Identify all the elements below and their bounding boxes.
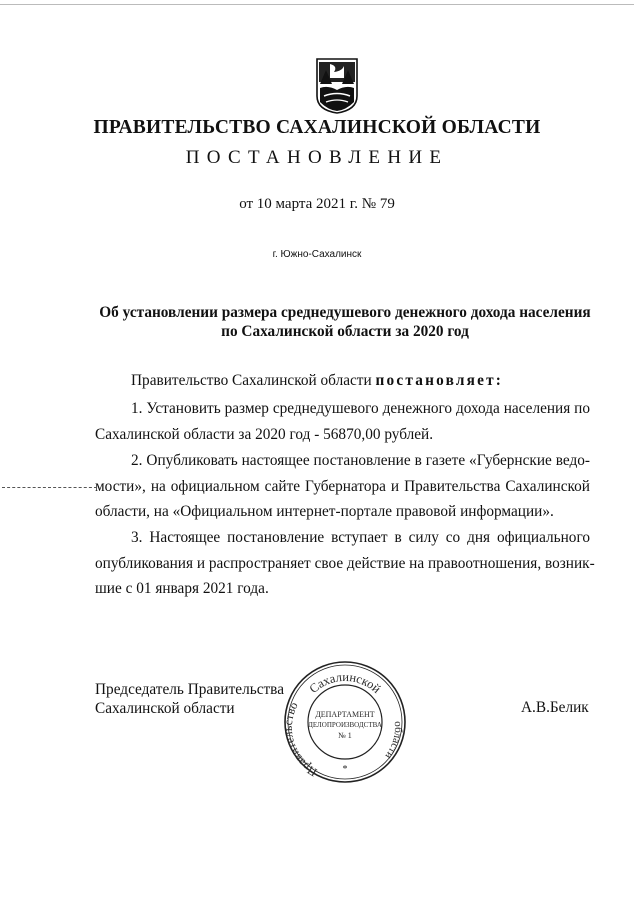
paragraph-1 [95,396,590,447]
paragraph-line: опубликования и распространяет свое действие на правоотношения, возник- [95,554,595,572]
paragraph-line: Сахалинской области за 2020 год - 56870,00 рублей. [95,425,434,443]
paragraph-3 [95,525,595,602]
paragraph-line: мости», на официальном сайте Губернатора и Правительства Сахалинской [95,477,590,495]
stamp-ring-left: Правите тво [283,699,320,780]
document-city: г. Южно-Сахалинск [272,249,362,260]
stamp-ring-top: Сахалинской [306,669,384,696]
document-subject [95,303,595,341]
stamp-star: * [342,764,348,775]
signer-position [95,681,284,718]
signer-position-line: Сахалинской области [95,699,235,717]
document-date-number: от 10 марта 2021 г. № 79 [239,196,395,212]
official-stamp [283,660,407,784]
stamp-center-line: ДЕПАРТАМЕНТ [315,710,375,719]
paragraph-2 [95,448,590,525]
stamp-center-line: № 1 [338,731,352,740]
paragraph-line: области, на «Официальном интернет-портале правовой информации». [95,503,554,520]
subject-line: по Сахалинской области за 2020 год [221,323,469,340]
stamp-ring-right: области [382,720,405,762]
government-title: ПРАВИТЕЛЬСТВО САХАЛИНСКОЙ ОБЛАСТИ [93,117,541,138]
paragraph-line: 3. Настоящее постановление вступает в силу со дня официального [131,529,590,546]
margin-dash-artifact [2,487,97,488]
intro-prefix: Правительство Сахалинской области [131,372,376,389]
document-type-heading: ПОСТАНОВЛЕНИЕ [185,147,449,168]
signer-position-line: Председатель Правительства [95,681,284,698]
paragraph-line: шие с 01 января 2021 года. [95,580,269,597]
coat-of-arms-emblem [316,58,358,114]
scan-edge-line [0,4,634,5]
intro-verb: постановляет: [375,372,504,389]
paragraph-line: 1. Установить размер среднедушевого денежного дохода населения по [131,400,590,417]
subject-line: Об установлении размера среднедушевого денежного дохода населения [99,304,591,321]
stamp-center-line: ДЕЛОПРОИЗВОДСТВА [308,721,382,729]
intro-sentence [131,372,503,390]
paragraph-line: 2. Опубликовать настоящее постановление в газете «Губернские ведо- [131,452,590,469]
signer-name: А.В.Белик [521,699,589,716]
